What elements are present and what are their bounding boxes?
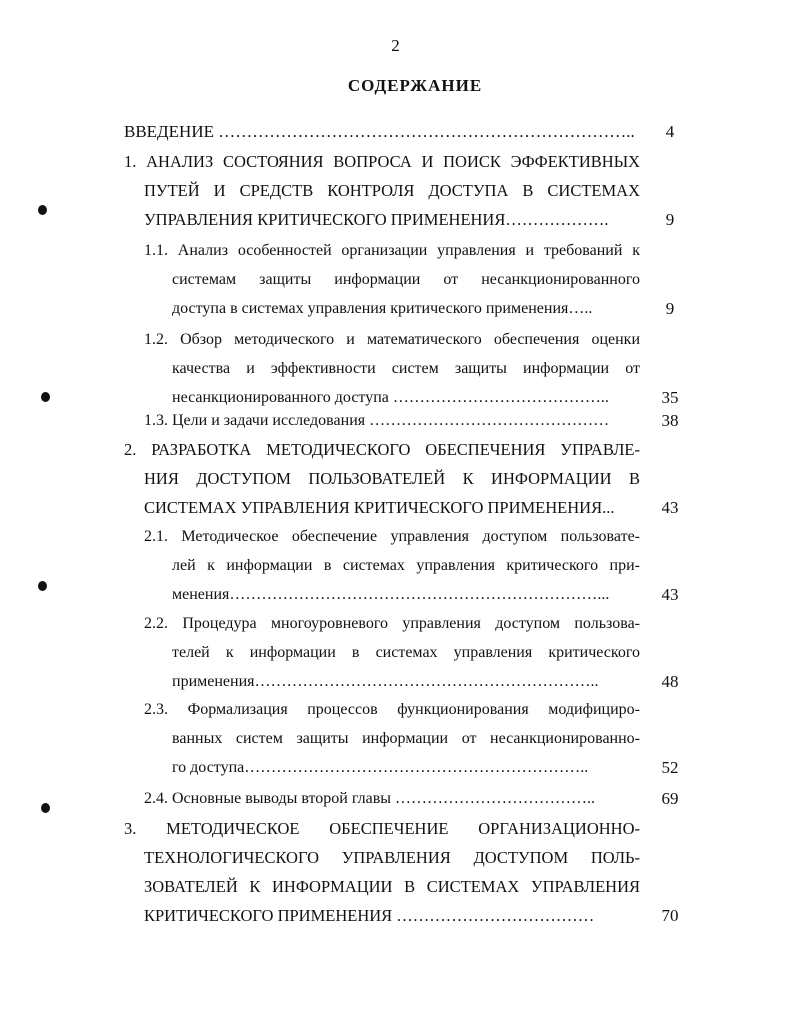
punch-hole-mark xyxy=(38,205,47,215)
toc-page-number: 9 xyxy=(665,210,675,229)
toc-entry-title-continued: го доступа……………………………………………………….. xyxy=(172,759,589,776)
toc-entry-title: 1.2. Обзор методического и математического обеспечения оценки xyxy=(144,331,640,348)
toc-entry-title-continued: телей к информации в системах управления критического xyxy=(172,644,640,661)
toc-entry-title-continued: несанкционированного доступа ………………………………….. xyxy=(172,389,609,406)
punch-hole-mark xyxy=(41,803,50,813)
toc-page-number: 4 xyxy=(665,122,675,141)
toc-page-number: 48 xyxy=(661,672,679,691)
toc-entry-title: 2.1. Методическое обеспечение управления доступом пользовате- xyxy=(144,528,640,545)
toc-entry-title-continued: ПУТЕЙ И СРЕДСТВ КОНТРОЛЯ ДОСТУПА В СИСТЕМАХ xyxy=(144,181,640,200)
toc-page-number: 38 xyxy=(661,411,679,430)
toc-entry-title: 1. АНАЛИЗ СОСТОЯНИЯ ВОПРОСА И ПОИСК ЭФФЕКТИВНЫХ xyxy=(124,152,640,171)
toc-entry-title: 3. МЕТОДИЧЕСКОЕ ОБЕСПЕЧЕНИЕ ОРГАНИЗАЦИОННО- xyxy=(124,819,640,838)
toc-page-number: 43 xyxy=(661,498,679,517)
toc-entry-title-continued: ТЕХНОЛОГИЧЕСКОГО УПРАВЛЕНИЯ ДОСТУПОМ ПОЛЬ- xyxy=(144,848,640,867)
toc-page-number: 70 xyxy=(661,906,679,925)
page-number: 2 xyxy=(391,36,400,55)
toc-entry-title: 1.1. Анализ особенностей организации управления и требований к xyxy=(144,242,640,259)
page-title: СОДЕРЖАНИЕ xyxy=(347,76,483,95)
toc-entry-title-continued: менения……………………………………………………………... xyxy=(172,586,610,603)
toc-page-number: 35 xyxy=(661,388,679,407)
toc-page-number: 9 xyxy=(665,299,675,318)
toc-page-number: 43 xyxy=(661,585,679,604)
toc-entry-title-continued: доступа в системах управления критического применения….. xyxy=(172,300,593,317)
toc-entry-title-continued: лей к информации в системах управления критического при- xyxy=(172,557,640,574)
toc-entry-title-continued: СИСТЕМАХ УПРАВЛЕНИЯ КРИТИЧЕСКОГО ПРИМЕНЕНИЯ... xyxy=(144,498,615,517)
toc-entry-title: 2.3. Формализация процессов функционирования модифициро- xyxy=(144,701,640,718)
punch-hole-mark xyxy=(41,392,50,402)
toc-entry-title-continued: применения……………………………………………………….. xyxy=(172,673,599,690)
toc-entry-title-continued: системам защиты информации от несанкционированного xyxy=(172,271,640,288)
punch-hole-mark xyxy=(38,581,47,591)
toc-entry-title-continued: УПРАВЛЕНИЯ КРИТИЧЕСКОГО ПРИМЕНЕНИЯ………………. xyxy=(144,210,609,229)
toc-entry-title-continued: КРИТИЧЕСКОГО ПРИМЕНЕНИЯ ……………………………… xyxy=(144,906,595,925)
toc-entry-title: 1.3. Цели и задачи исследования ……………………………………… xyxy=(144,412,610,429)
toc-entry-title-continued: качества и эффективности систем защиты информации от xyxy=(172,360,640,377)
toc-entry-title: ВВЕДЕНИЕ ……………………………………………………………….. xyxy=(124,122,635,141)
toc-entry-title-continued: ЗОВАТЕЛЕЙ К ИНФОРМАЦИИ В СИСТЕМАХ УПРАВЛЕНИЯ xyxy=(144,877,640,896)
toc-entry-title: 2.4. Основные выводы второй главы ……………………………….. xyxy=(144,790,596,807)
toc-entry-title-continued: НИЯ ДОСТУПОМ ПОЛЬЗОВАТЕЛЕЙ К ИНФОРМАЦИИ В xyxy=(144,469,640,488)
toc-entry-title: 2. РАЗРАБОТКА МЕТОДИЧЕСКОГО ОБЕСПЕЧЕНИЯ УПРАВЛЕ- xyxy=(124,440,640,459)
toc-page-number: 69 xyxy=(661,789,679,808)
toc-entry-title: 2.2. Процедура многоуровневого управления доступом пользова- xyxy=(144,615,640,632)
toc-entry-title-continued: ванных систем защиты информации от несанкционированно- xyxy=(172,730,640,747)
toc-page-number: 52 xyxy=(661,758,679,777)
